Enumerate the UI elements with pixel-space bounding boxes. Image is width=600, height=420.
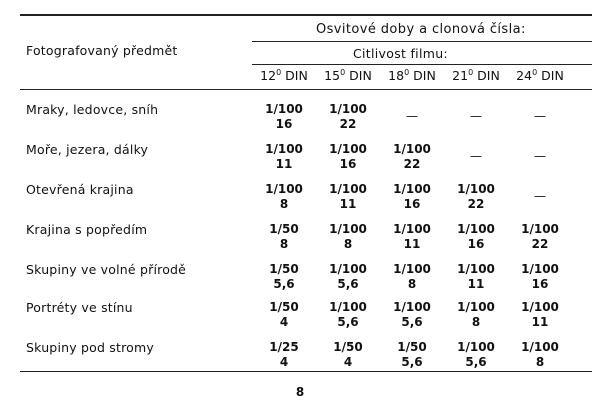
din-value: 18 (388, 68, 405, 83)
exposure-cell (508, 182, 572, 212)
subject-label: Portréty ve stínu (26, 300, 133, 315)
exposure-time: 1/100 (265, 182, 303, 196)
aperture-number: 22 (339, 117, 357, 131)
not-applicable-dash: — (406, 109, 418, 123)
table-top-rule (20, 14, 592, 16)
aperture-number: 5,6 (337, 277, 359, 291)
exposure-cell (444, 142, 508, 172)
exposure-cell (444, 102, 508, 132)
exposure-time: 1/100 (329, 300, 367, 314)
exposure-cell (380, 300, 444, 330)
subject-label: Moře, jezera, dálky (26, 142, 149, 157)
table-row (0, 100, 600, 140)
group-header-rule (252, 41, 592, 42)
exposure-cell (444, 340, 508, 370)
aperture-number: 16 (403, 197, 421, 211)
din-unit: DIN (349, 68, 372, 83)
din-column-header (380, 68, 444, 84)
degree-mark: 0 (468, 67, 474, 77)
exposure-time: 1/100 (329, 102, 367, 116)
not-applicable-dash: — (470, 109, 482, 123)
not-applicable-dash: — (534, 149, 546, 163)
exposure-cell (444, 222, 508, 252)
aperture-number: 8 (407, 277, 417, 291)
exposure-time: 1/100 (457, 262, 495, 276)
aperture-number: 8 (279, 197, 289, 211)
aperture-number: 11 (339, 197, 357, 211)
aperture-number: 8 (279, 237, 289, 251)
din-value: 21 (452, 68, 469, 83)
din-column-header (508, 68, 572, 84)
table-row (0, 338, 600, 378)
not-applicable-dash: — (470, 149, 482, 163)
din-column-header (252, 68, 316, 84)
aperture-number: 5,6 (401, 355, 423, 369)
subject-label: Skupiny pod stromy (26, 340, 155, 355)
aperture-number: 5,6 (401, 315, 423, 329)
exposure-cell (380, 262, 444, 292)
aperture-number: 16 (531, 277, 549, 291)
header-bottom-rule (20, 89, 592, 90)
din-unit: DIN (413, 68, 436, 83)
aperture-number: 5,6 (273, 277, 295, 291)
exposure-time: 1/25 (269, 340, 299, 354)
exposure-cell (252, 262, 316, 292)
subject-label: Skupiny ve volné přírodě (26, 262, 187, 277)
exposure-time: 1/100 (265, 102, 303, 116)
aperture-number: 16 (339, 157, 357, 171)
exposure-cell (380, 182, 444, 212)
degree-mark: 0 (276, 67, 282, 77)
aperture-number: 5,6 (465, 355, 487, 369)
exposure-time: 1/100 (521, 222, 559, 236)
aperture-number: 8 (471, 315, 481, 329)
exposure-cell (508, 142, 572, 172)
exposure-cell (444, 262, 508, 292)
aperture-number: 8 (535, 355, 545, 369)
table-row (0, 220, 600, 260)
exposure-time: 1/100 (393, 142, 431, 156)
aperture-number: 22 (531, 237, 549, 251)
exposure-time: 1/100 (457, 222, 495, 236)
din-unit: DIN (541, 68, 564, 83)
exposure-time: 1/50 (269, 222, 299, 236)
exposure-cell (444, 300, 508, 330)
din-column-header (316, 68, 380, 84)
exposure-time: 1/50 (397, 340, 427, 354)
exposure-time: 1/100 (393, 262, 431, 276)
exposure-time: 1/100 (329, 142, 367, 156)
table-row (0, 140, 600, 180)
aperture-number: 4 (343, 355, 353, 369)
exposure-cell (252, 340, 316, 370)
table-row (0, 260, 600, 300)
exposure-cell (508, 300, 572, 330)
exposure-cell (316, 340, 380, 370)
din-column-header (444, 68, 508, 84)
table-row (0, 180, 600, 220)
aperture-number: 11 (531, 315, 549, 329)
exposure-cell (252, 300, 316, 330)
exposure-time: 1/100 (393, 182, 431, 196)
exposure-time: 1/100 (265, 142, 303, 156)
subject-label: Otevřená krajina (26, 182, 134, 197)
degree-mark: 0 (532, 67, 538, 77)
aperture-number: 8 (343, 237, 353, 251)
exposure-time: 1/100 (393, 222, 431, 236)
exposure-time: 1/100 (457, 300, 495, 314)
aperture-number: 16 (467, 237, 485, 251)
exposure-time: 1/100 (521, 340, 559, 354)
subject-label: Mraky, ledovce, sníh (26, 102, 159, 117)
exposure-cell (316, 102, 380, 132)
subject-label: Krajina s popředím (26, 222, 148, 237)
group-title: Osvitové doby a clonová čísla: (316, 22, 526, 37)
aperture-number: 11 (275, 157, 293, 171)
degree-mark: 0 (404, 67, 410, 77)
exposure-cell (316, 262, 380, 292)
aperture-number: 11 (403, 237, 421, 251)
exposure-time: 1/50 (269, 300, 299, 314)
aperture-number: 4 (279, 315, 289, 329)
exposure-cell (316, 300, 380, 330)
exposure-cell (380, 222, 444, 252)
exposure-cell (508, 222, 572, 252)
exposure-cell (316, 182, 380, 212)
exposure-cell (380, 102, 444, 132)
exposure-cell (252, 142, 316, 172)
exposure-cell (444, 182, 508, 212)
din-value: 12 (260, 68, 277, 83)
din-value: 15 (324, 68, 341, 83)
exposure-cell (316, 142, 380, 172)
film-sensitivity-title: Citlivost filmu: (353, 46, 448, 61)
exposure-time: 1/50 (333, 340, 363, 354)
exposure-cell (508, 340, 572, 370)
aperture-number: 4 (279, 355, 289, 369)
table-row (0, 298, 600, 338)
exposure-cell (508, 262, 572, 292)
aperture-number: 22 (403, 157, 421, 171)
not-applicable-dash: — (534, 189, 546, 203)
din-header-row (252, 68, 592, 84)
exposure-time: 1/100 (329, 222, 367, 236)
stub-header: Fotografovaný předmět (26, 43, 178, 58)
exposure-time: 1/100 (521, 300, 559, 314)
exposure-time: 1/100 (393, 300, 431, 314)
din-value: 24 (516, 68, 533, 83)
sensitivity-header-rule (252, 64, 592, 65)
aperture-number: 16 (275, 117, 293, 131)
aperture-number: 11 (467, 277, 485, 291)
exposure-cell (316, 222, 380, 252)
not-applicable-dash: — (534, 109, 546, 123)
exposure-time: 1/100 (457, 182, 495, 196)
exposure-time: 1/100 (329, 262, 367, 276)
din-unit: DIN (285, 68, 308, 83)
exposure-time: 1/100 (521, 262, 559, 276)
aperture-number: 5,6 (337, 315, 359, 329)
exposure-time: 1/100 (457, 340, 495, 354)
degree-mark: 0 (340, 67, 346, 77)
exposure-cell (380, 142, 444, 172)
exposure-cell (252, 102, 316, 132)
exposure-time: 1/50 (269, 262, 299, 276)
exposure-cell (252, 222, 316, 252)
exposure-cell (508, 102, 572, 132)
exposure-cell (252, 182, 316, 212)
exposure-time: 1/100 (329, 182, 367, 196)
exposure-cell (380, 340, 444, 370)
aperture-number: 22 (467, 197, 485, 211)
din-unit: DIN (477, 68, 500, 83)
page-number: 8 (295, 385, 305, 399)
